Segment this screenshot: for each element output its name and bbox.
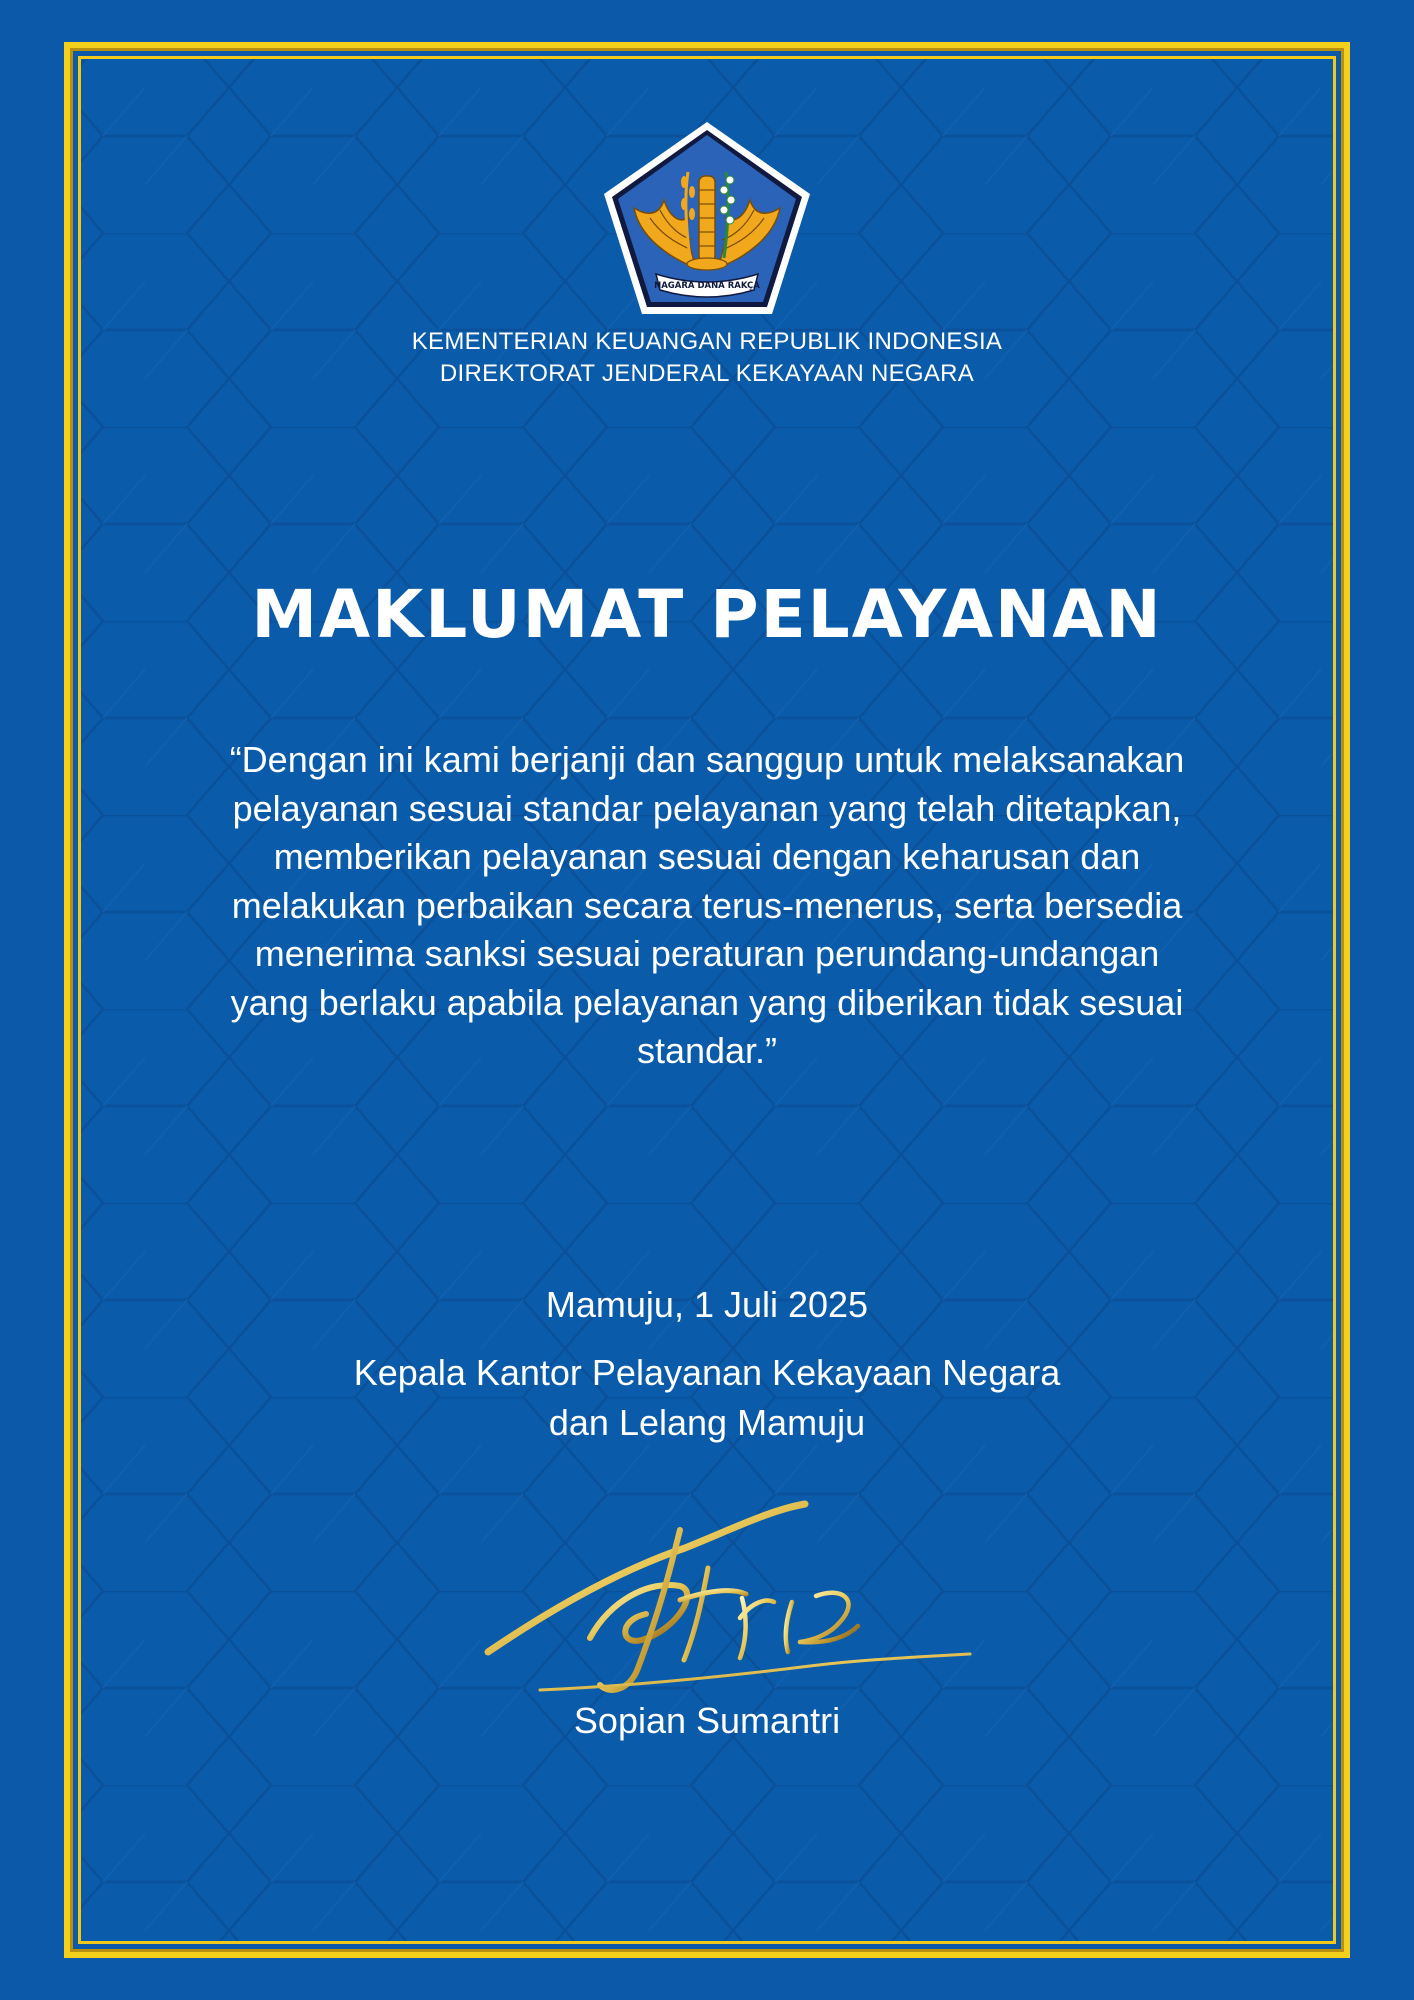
signer-position: [0, 1348, 1414, 1448]
page-title: MAKLUMAT PELAYANAN: [251, 576, 1163, 653]
position-line: dan Lelang Mamuju: [548, 1402, 866, 1443]
kemenkeu-emblem-icon: [600, 118, 814, 318]
signature-icon: [470, 1490, 990, 1710]
statement-line: menerima sanksi sesuai peraturan perundang-undangan: [254, 933, 1160, 974]
statement-line: yang berlaku apabila pelayanan yang diberikan tidak sesuai: [230, 981, 1184, 1023]
ministry-name: KEMENTERIAN KEUANGAN REPUBLIK INDONESIA: [411, 328, 1003, 355]
position-line: Kepala Kantor Pelayanan Kekayaan Negara: [353, 1352, 1061, 1393]
signer-name: Sopian Sumantri: [573, 1700, 841, 1741]
statement-line: pelayanan sesuai standar pelayanan yang telah ditetapkan,: [232, 787, 1182, 829]
statement-line: memberikan pelayanan sesuai dengan keharusan dan: [273, 836, 1141, 877]
emblem-motto: NAGARA DANA RAKÇA: [654, 281, 760, 291]
place-and-date: Mamuju, 1 Juli 2025: [545, 1284, 869, 1325]
service-statement: [130, 736, 1284, 1076]
statement-line: melakukan perbaikan secara terus-menerus, serta bersedia: [231, 884, 1183, 926]
statement-line: standar.”: [636, 1030, 778, 1071]
statement-line: “Dengan ini kami berjanji dan sanggup untuk melaksanakan: [229, 739, 1185, 780]
directorate-name: DIREKTORAT JENDERAL KEKAYAAN NEGARA: [439, 360, 975, 387]
